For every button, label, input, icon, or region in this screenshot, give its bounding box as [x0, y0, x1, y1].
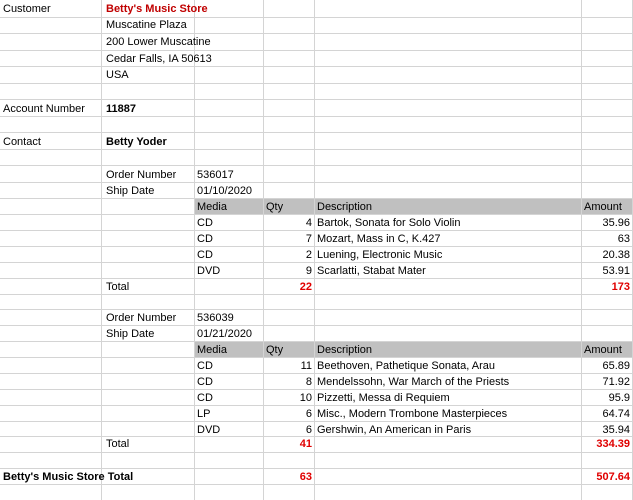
gridline-row-18	[0, 294, 633, 295]
contact-label[interactable]: Contact	[3, 136, 41, 148]
line-qty: 6	[305, 424, 312, 436]
customer-label[interactable]: Customer	[3, 3, 51, 15]
line-qty: 2	[305, 249, 312, 261]
order-2-total-qty[interactable]: 41	[299, 438, 312, 450]
order-2-header-qty[interactable]: Qty	[266, 344, 284, 356]
line-media: DVD	[197, 424, 221, 436]
address-line-1[interactable]: Muscatine Plaza	[106, 19, 187, 31]
order-2-ship-date-label[interactable]: Ship Date	[106, 328, 155, 340]
line-description: Scarlatti, Stabat Mater	[317, 265, 426, 277]
address-line-2[interactable]: 200 Lower Muscatine	[106, 36, 211, 48]
order-1-ship-date-label[interactable]: Ship Date	[106, 185, 155, 197]
order-2-ship-date[interactable]: 01/21/2020	[197, 328, 253, 340]
line-description: Beethoven, Pathetique Sonata, Arau	[317, 360, 495, 372]
line-qty: 8	[305, 376, 312, 388]
line-amount: 65.89	[602, 360, 630, 372]
line-qty: 10	[299, 392, 312, 404]
address-line-3[interactable]: Cedar Falls, IA 50613	[106, 53, 212, 65]
order-1-total-amount[interactable]: 173	[611, 281, 630, 293]
gridline-col-d	[314, 0, 315, 500]
order-1-header-amount[interactable]: Amount	[584, 201, 622, 213]
line-media: CD	[197, 217, 213, 229]
order-1-total-qty[interactable]: 22	[299, 281, 312, 293]
line-media: CD	[197, 376, 213, 388]
line-description: Bartok, Sonata for Solo Violin	[317, 217, 461, 229]
line-qty: 4	[305, 217, 312, 229]
order-2-header-description[interactable]: Description	[317, 344, 373, 356]
line-amount: 53.91	[602, 265, 630, 277]
grand-total-qty[interactable]: 63	[299, 471, 312, 483]
gridline-row-11	[0, 182, 633, 183]
line-amount: 35.94	[602, 424, 630, 436]
line-media: DVD	[197, 265, 221, 277]
order-1-header-qty[interactable]: Qty	[266, 201, 284, 213]
order-2-number-label[interactable]: Order Number	[106, 312, 177, 324]
order-2-header-fill	[194, 342, 633, 358]
gridline-row-3	[0, 50, 633, 51]
line-amount: 20.38	[602, 249, 630, 261]
order-1-header-description[interactable]: Description	[317, 201, 373, 213]
contact-value[interactable]: Betty Yoder	[106, 136, 167, 148]
customer-name[interactable]: Betty's Music Store	[106, 3, 208, 15]
line-description: Mendelssohn, War March of the Priests	[317, 376, 510, 388]
gridline-row-6	[0, 99, 633, 100]
grand-total-label[interactable]: Betty's Music Store Total	[3, 471, 134, 483]
gridline-row-1	[0, 17, 633, 18]
line-amount: 63	[617, 233, 630, 245]
order-2-header-amount[interactable]: Amount	[584, 344, 622, 356]
line-qty: 6	[305, 408, 312, 420]
gridline-row-19	[0, 309, 633, 310]
order-1-ship-date[interactable]: 01/10/2020	[197, 185, 253, 197]
line-media: CD	[197, 249, 213, 261]
line-description: Pizzetti, Messa di Requiem	[317, 392, 450, 404]
order-1-number[interactable]: 536017	[197, 169, 234, 181]
gridline-row-20	[0, 325, 633, 326]
line-media: CD	[197, 392, 213, 404]
order-1-header-media[interactable]: Media	[197, 201, 227, 213]
gridline-row-2	[0, 33, 633, 34]
line-description: Gershwin, An American in Paris	[317, 424, 472, 436]
line-qty: 9	[305, 265, 312, 277]
line-amount: 95.9	[608, 392, 630, 404]
gridline-row-9	[0, 149, 633, 150]
gridline-col-b	[194, 0, 195, 500]
account-number-value[interactable]: 11887	[106, 103, 136, 115]
line-media: CD	[197, 233, 213, 245]
account-number-label[interactable]: Account Number	[3, 103, 85, 115]
gridline-row-8	[0, 132, 633, 133]
line-qty: 11	[300, 360, 312, 372]
gridline-row-10	[0, 165, 633, 166]
line-amount: 71.92	[602, 376, 630, 388]
line-media: LP	[197, 408, 211, 420]
order-2-total-amount[interactable]: 334.39	[596, 438, 630, 450]
line-description: Mozart, Mass in C, K.427	[317, 233, 441, 245]
order-1-header-fill	[194, 199, 633, 215]
line-amount: 64.74	[602, 408, 630, 420]
address-line-4[interactable]: USA	[106, 69, 129, 81]
gridline-row-5	[0, 83, 633, 84]
grand-total-amount[interactable]: 507.64	[596, 471, 630, 483]
line-description: Luening, Electronic Music	[317, 249, 443, 261]
order-1-total-label[interactable]: Total	[106, 281, 130, 293]
line-description: Misc., Modern Trombone Masterpieces	[317, 408, 508, 420]
order-1-number-label[interactable]: Order Number	[106, 169, 177, 181]
line-media: CD	[197, 360, 213, 372]
gridline-row-4	[0, 66, 633, 67]
line-qty: 7	[305, 233, 312, 245]
order-2-total-label[interactable]: Total	[106, 438, 130, 450]
order-2-number[interactable]: 536039	[197, 312, 234, 324]
line-amount: 35.96	[602, 217, 630, 229]
gridline-row-7	[0, 116, 633, 117]
gridline-col-a	[101, 0, 102, 500]
gridline-row-28	[0, 452, 633, 453]
order-2-header-media[interactable]: Media	[197, 344, 227, 356]
